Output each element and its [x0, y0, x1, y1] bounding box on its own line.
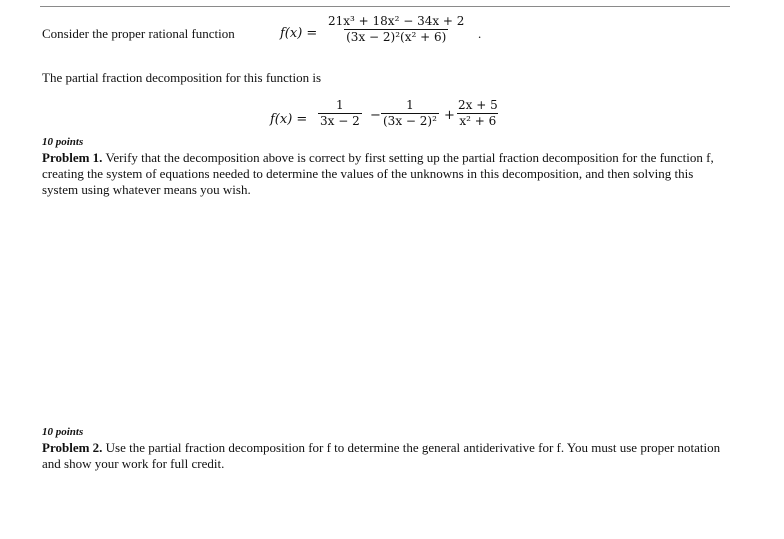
decomposition-lhs: f(x) =: [270, 112, 308, 127]
intro-function-lhs: f(x) =: [280, 26, 318, 41]
decomposition-term-3: [456, 98, 500, 129]
decomposition-minus: −: [370, 108, 381, 123]
intro-text: Consider the proper rational function: [42, 26, 235, 41]
problem-1: [42, 150, 732, 198]
intro-numerator: 21x³ + 18x² − 34x + 2: [328, 14, 465, 28]
decomposition-text: The partial fraction decomposition for this function is: [42, 70, 322, 85]
problem-1-text: Verify that the decomposition above is correct by first setting up the partial fraction decomposition for the function f, creating the system of equations needed to determine the values of the unknowns in this decomposition, and then solving this system using whatever means you wish.: [42, 150, 714, 197]
problem-2: [42, 440, 732, 472]
term-2-denominator: (3x − 2)²: [383, 114, 437, 128]
decomposition-term-2: [381, 98, 439, 129]
problem-1-points: 10 points: [42, 136, 84, 148]
term-1-numerator: 1: [336, 98, 344, 112]
problem-2-label: Problem 2.: [42, 440, 103, 455]
term-2-numerator: 1: [406, 98, 414, 112]
term-3-denominator: x² + 6: [459, 114, 497, 128]
term-3-numerator: 2x + 5: [458, 98, 498, 112]
decomposition-term-1: [318, 98, 362, 129]
intro-period: .: [478, 26, 482, 41]
decomposition-plus: +: [444, 108, 455, 123]
problem-2-text: Use the partial fraction decomposition for f to determine the general antiderivative for f. You must use proper notation and show your work for full credit.: [42, 440, 721, 471]
intro-fraction: [326, 14, 466, 45]
term-1-denominator: 3x − 2: [320, 114, 360, 128]
problem-1-label: Problem 1.: [42, 150, 103, 165]
top-rule: [40, 6, 730, 7]
problem-2-points: 10 points: [42, 426, 84, 438]
intro-denominator: (3x − 2)²(x² + 6): [346, 30, 447, 44]
